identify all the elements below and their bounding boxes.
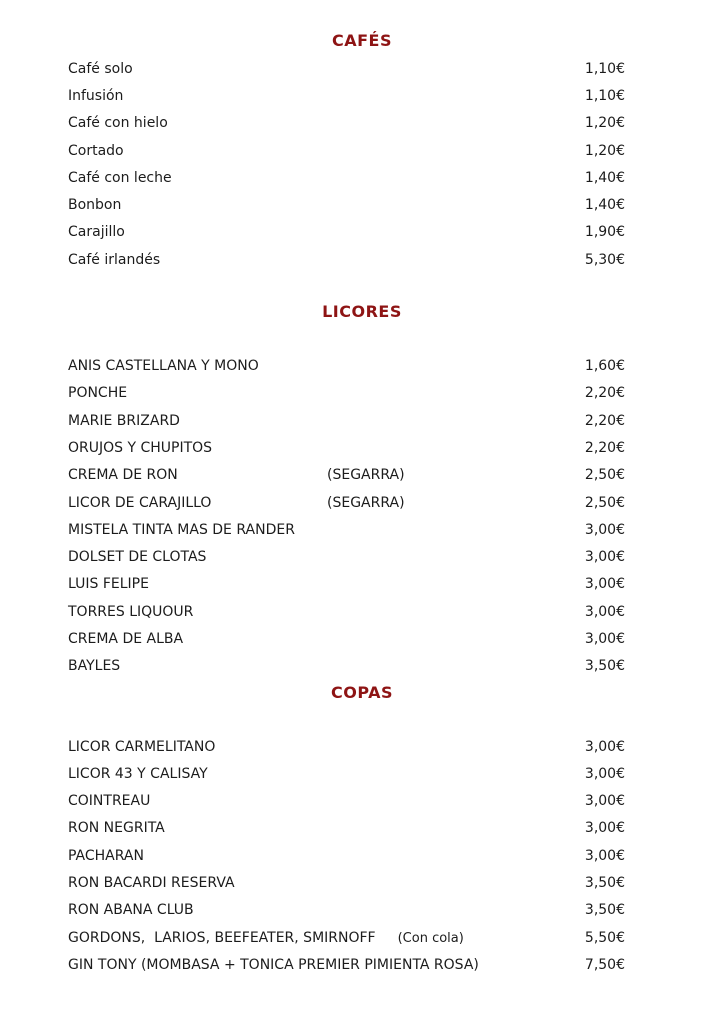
menu-item-price: 1,20€ [584,142,625,159]
menu-item-price: 1,60€ [584,358,625,375]
menu-item-name: MARIE BRIZARD [68,412,180,429]
menu-item-row [0,380,724,407]
menu-item-name: LUIS FELIPE [68,576,149,593]
menu-item-name: CREMA DE ALBA [68,630,184,647]
menu-item-row [0,462,724,489]
menu-item-price: 1,20€ [584,115,625,132]
menu-item-price: 1,40€ [584,169,625,186]
menu-item-row [0,815,724,842]
menu-item-name: Cortado [68,142,124,159]
menu-item-price: 3,00€ [584,576,625,593]
section-rows-licores [0,352,724,680]
menu-item-name: LICOR DE CARAJILLO [68,494,212,511]
menu-item-row [0,489,724,516]
menu-item-row [0,625,724,652]
menu-item-row [0,543,724,570]
menu-item-name: CREMA DE RON [68,467,178,484]
menu-item-name: Café con hielo [68,115,168,132]
menu-item-row [0,571,724,598]
menu-item-price: 3,00€ [584,847,625,864]
section-title-copas: COPAS [330,682,393,702]
menu-item-price: 1,40€ [584,197,625,214]
menu-item-name: DOLSET DE CLOTAS [68,549,207,566]
menu-item-row [0,55,724,82]
section-copas [0,683,724,979]
menu-item-note: (SEGARRA) [327,467,405,484]
menu-item-price: 3,50€ [584,875,625,892]
menu-item-price: 5,50€ [584,929,625,946]
menu-item-note: (SEGARRA) [327,494,405,511]
menu-item-name: GIN TONY (MOMBASA + TONICA PREMIER PIMIENTA ROSA) [68,956,479,973]
menu-item-name: PONCHE [68,385,128,402]
menu-item-row [0,164,724,191]
menu-item-row [0,407,724,434]
menu-item-price: 2,50€ [584,467,625,484]
menu-item-name: Carajillo [68,224,125,241]
menu-item-name: RON NEGRITA [68,820,165,837]
menu-item-price: 7,50€ [584,956,625,973]
menu-item-price: 2,20€ [584,385,625,402]
menu-item-name: LICOR 43 Y CALISAY [68,765,208,782]
menu-item-name: Bonbon [68,197,122,214]
menu-item-row [0,246,724,273]
menu-item-price: 5,30€ [584,251,625,268]
menu-item-name: COINTREAU [68,793,151,810]
menu-item-price: 2,20€ [584,412,625,429]
menu-item-row [0,653,724,680]
menu-item-price: 1,10€ [584,60,625,77]
menu-item-price: 2,50€ [584,494,625,511]
menu-item-price: 2,20€ [584,439,625,456]
menu-item-price: 1,10€ [584,87,625,104]
menu-item-row [0,434,724,461]
menu-item-name: Café irlandés [68,251,161,268]
menu-item-name: BAYLES [68,658,121,675]
menu-item-row [0,598,724,625]
section-licores [0,302,724,680]
menu-item-row [0,191,724,218]
menu-item-row [0,924,724,951]
section-rows-cafes [0,55,724,273]
menu-item-name: Café solo [68,60,133,77]
menu-item-price: 3,00€ [584,765,625,782]
menu-item-name: Infusión [68,87,124,104]
menu-item-name: LICOR CARMELITANO [68,738,216,755]
menu-item-inline-note: (Con cola) [397,930,464,946]
section-rows-copas [0,733,724,979]
menu-item-name: Café con leche [68,169,172,186]
section-title-licores: LICORES [322,302,402,322]
menu-item-name: MISTELA TINTA MAS DE RANDER [68,521,295,538]
menu-item-price: 3,00€ [584,630,625,647]
menu-item-price: 3,00€ [584,820,625,837]
menu-item-name: ORUJOS Y CHUPITOS [68,439,213,456]
menu-item-price: 3,00€ [584,793,625,810]
menu-item-price: 3,50€ [584,658,625,675]
menu-item-row [0,516,724,543]
menu-item-name: ANIS CASTELLANA Y MONO [68,358,259,375]
menu-item-name: TORRES LIQUOUR [68,603,194,620]
menu-item-row [0,951,724,978]
menu-item-price: 3,50€ [584,902,625,919]
menu-item-row [0,842,724,869]
menu-item-row [0,82,724,109]
section-title-cafes: CAFÉS [331,31,392,50]
menu-item-price: 1,90€ [584,224,625,241]
menu-item-row [0,352,724,379]
menu-item-name: PACHARAN [68,847,144,864]
menu-item-price: 3,00€ [584,549,625,566]
menu-item-row [0,869,724,896]
menu-item-row [0,110,724,137]
menu-item-name: GORDONS, LARIOS, BEEFEATER, SMIRNOFF (Con cola) [68,929,464,946]
section-cafes [0,31,724,273]
menu-item-row [0,788,724,815]
menu-item-price: 3,00€ [584,521,625,538]
menu-item-name: RON BACARDI RESERVA [68,875,235,892]
menu-item-row [0,897,724,924]
menu-item-price: 3,00€ [584,738,625,755]
menu-item-row [0,137,724,164]
menu-item-name: RON ABANA CLUB [68,902,194,919]
menu-item-row [0,760,724,787]
menu-item-row [0,733,724,760]
menu-item-row [0,219,724,246]
menu-item-price: 3,00€ [584,603,625,620]
